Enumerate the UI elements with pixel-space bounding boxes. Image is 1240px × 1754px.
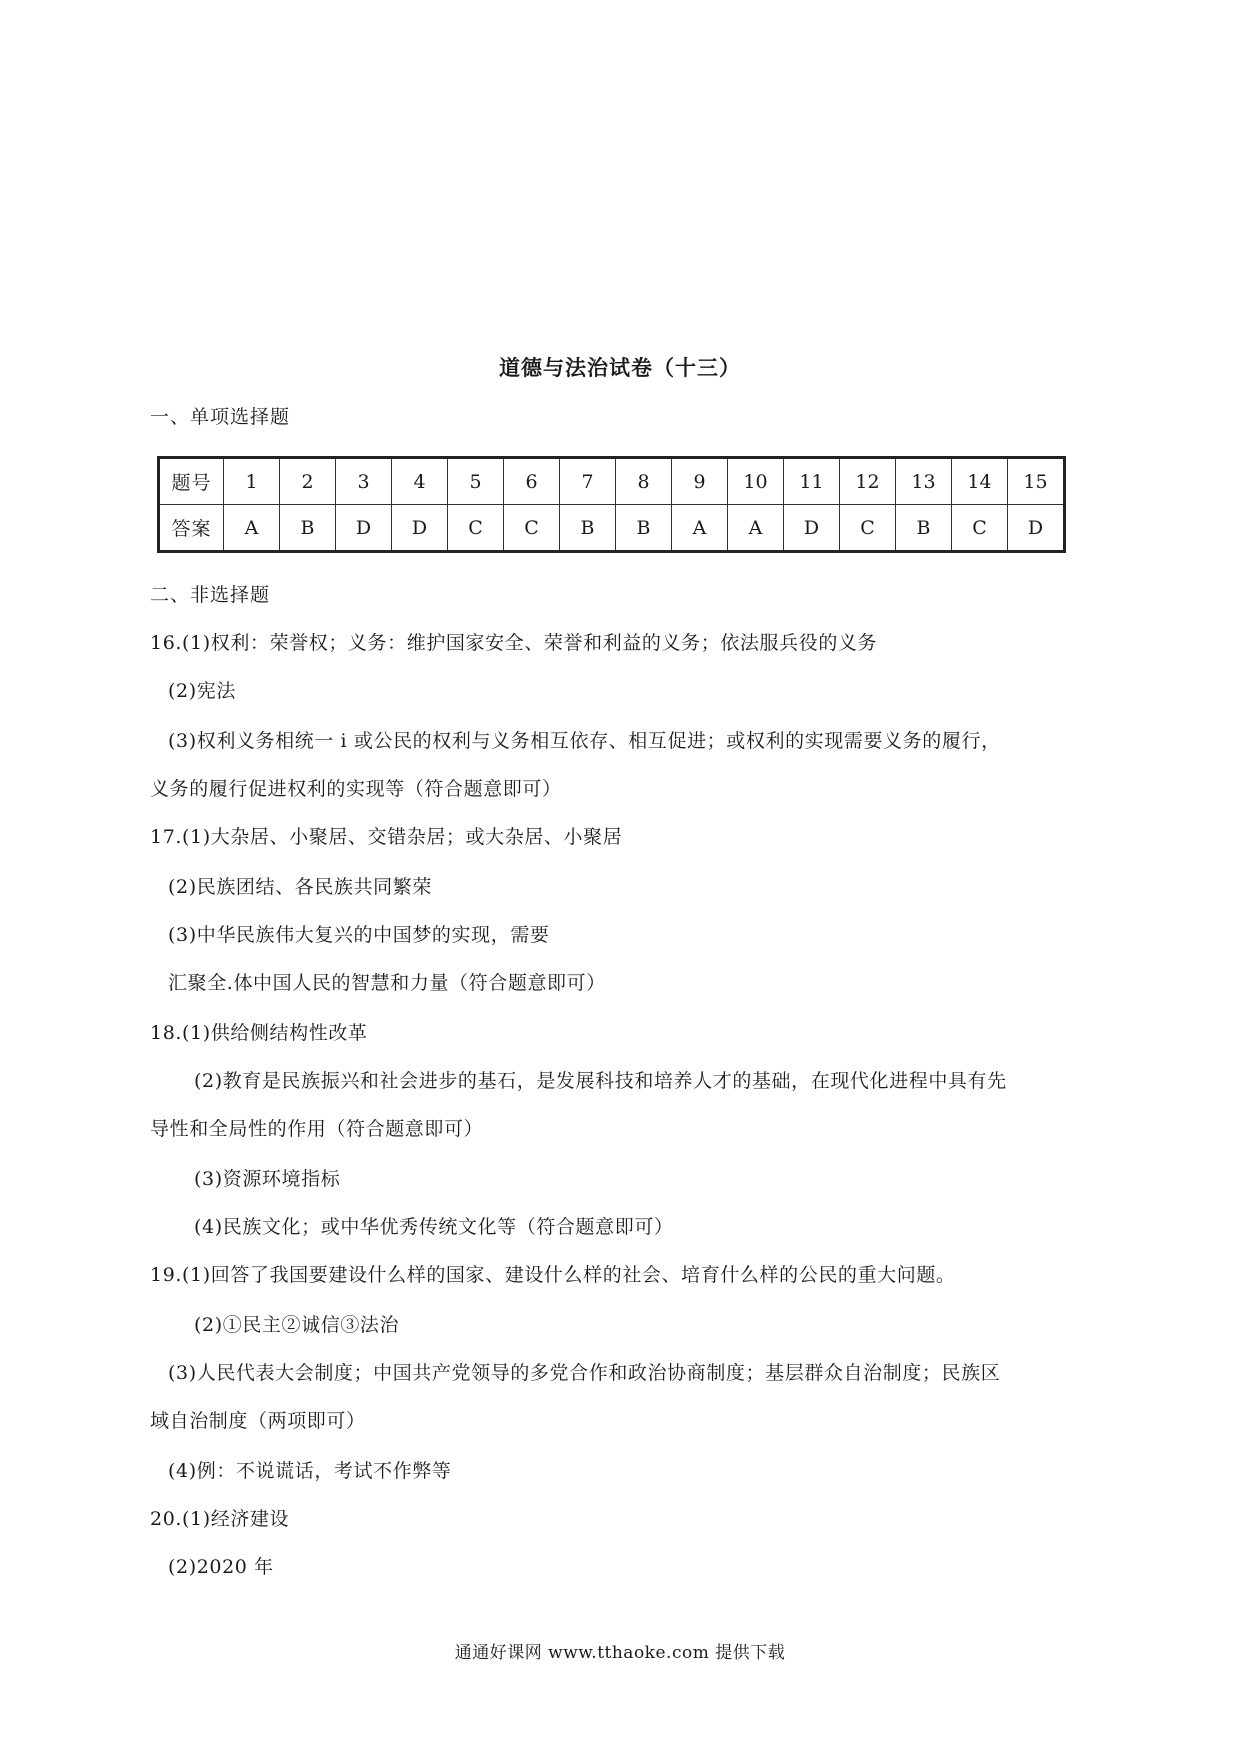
answer-line: 导性和全局性的作用（符合题意即可） <box>150 1118 484 1140</box>
answer-cell: C <box>504 505 560 552</box>
answer-cell: D <box>1008 505 1065 552</box>
answer-line: (2)宪法 <box>168 680 236 702</box>
document-title: 道德与法治试卷（十三） <box>499 355 741 380</box>
answer-cell: C <box>952 505 1008 552</box>
answer-line: (2)教育是民族振兴和社会进步的基石，是发展科技和培养人才的基础，在现代化进程中具有先 <box>194 1070 1007 1092</box>
section-heading-non-choice: 二、非选择题 <box>150 584 271 606</box>
answer-cell: B <box>896 505 952 552</box>
question-number-cell: 7 <box>560 458 616 505</box>
answer-line: 汇聚全.体中国人民的智慧和力量（符合题意即可） <box>168 972 606 994</box>
answer-cell: A <box>672 505 728 552</box>
section-heading-multiple-choice: 一、单项选择题 <box>150 406 291 428</box>
answer-cell: B <box>280 505 336 552</box>
question-number-cell: 10 <box>728 458 784 505</box>
row-label-question-number: 题号 <box>159 458 224 505</box>
question-number-cell: 9 <box>672 458 728 505</box>
answer-line: 域自治制度（两项即可） <box>150 1410 366 1432</box>
answer-cell: D <box>784 505 840 552</box>
answer-cell: A <box>224 505 280 552</box>
question-number-cell: 8 <box>616 458 672 505</box>
answer-line: (4)例：不说谎话，考试不作弊等 <box>168 1460 452 1482</box>
answer-line: 19.(1)回答了我国要建设什么样的国家、建设什么样的社会、培育什么样的公民的重大问题。 <box>150 1264 956 1286</box>
question-number-cell: 6 <box>504 458 560 505</box>
answer-line: (3)中华民族伟大复兴的中国梦的实现，需要 <box>168 924 550 946</box>
question-number-cell: 13 <box>896 458 952 505</box>
question-number-cell: 12 <box>840 458 896 505</box>
question-number-cell: 15 <box>1008 458 1065 505</box>
answer-line: (2)民族团结、各民族共同繁荣 <box>168 876 432 898</box>
download-footer: 通通好课网 www.tthaoke.com 提供下载 <box>454 1643 786 1663</box>
answer-cell: C <box>840 505 896 552</box>
answer-line: 义务的履行促进权利的实现等（符合题意即可） <box>150 778 562 800</box>
table-row-answers <box>159 505 1065 552</box>
answer-cell: A <box>728 505 784 552</box>
answer-line: (4)民族文化；或中华优秀传统文化等（符合题意即可） <box>194 1216 674 1238</box>
answer-line: 20.(1)经济建设 <box>150 1508 290 1530</box>
row-label-answer: 答案 <box>159 505 224 552</box>
question-number-cell: 3 <box>336 458 392 505</box>
answer-table <box>157 456 1066 553</box>
question-number-cell: 1 <box>224 458 280 505</box>
answer-line: (3)人民代表大会制度；中国共产党领导的多党合作和政治协商制度；基层群众自治制度；民族区 <box>168 1362 1001 1384</box>
answer-cell: C <box>448 505 504 552</box>
answer-line: 17.(1)大杂居、小聚居、交错杂居；或大杂居、小聚居 <box>150 826 623 848</box>
answer-line: (3)资源环境指标 <box>194 1168 341 1190</box>
table-row-question-numbers <box>159 458 1065 505</box>
answer-line: 18.(1)供给侧结构性改革 <box>150 1022 368 1044</box>
question-number-cell: 5 <box>448 458 504 505</box>
answer-cell: B <box>616 505 672 552</box>
answer-cell: D <box>336 505 392 552</box>
question-number-cell: 2 <box>280 458 336 505</box>
answer-cell: D <box>392 505 448 552</box>
answer-line: (2)2020 年 <box>168 1556 274 1578</box>
question-number-cell: 4 <box>392 458 448 505</box>
answer-line: 16.(1)权利：荣誉权；义务：维护国家安全、荣誉和利益的义务；依法服兵役的义务 <box>150 632 878 654</box>
answer-line: (3)权利义务相统一 i 或公民的权利与义务相互依存、相互促进；或权利的实现需要义务的履行， <box>168 730 1001 752</box>
question-number-cell: 11 <box>784 458 840 505</box>
answer-line: (2)①民主②诚信③法治 <box>194 1314 400 1336</box>
question-number-cell: 14 <box>952 458 1008 505</box>
answer-cell: B <box>560 505 616 552</box>
